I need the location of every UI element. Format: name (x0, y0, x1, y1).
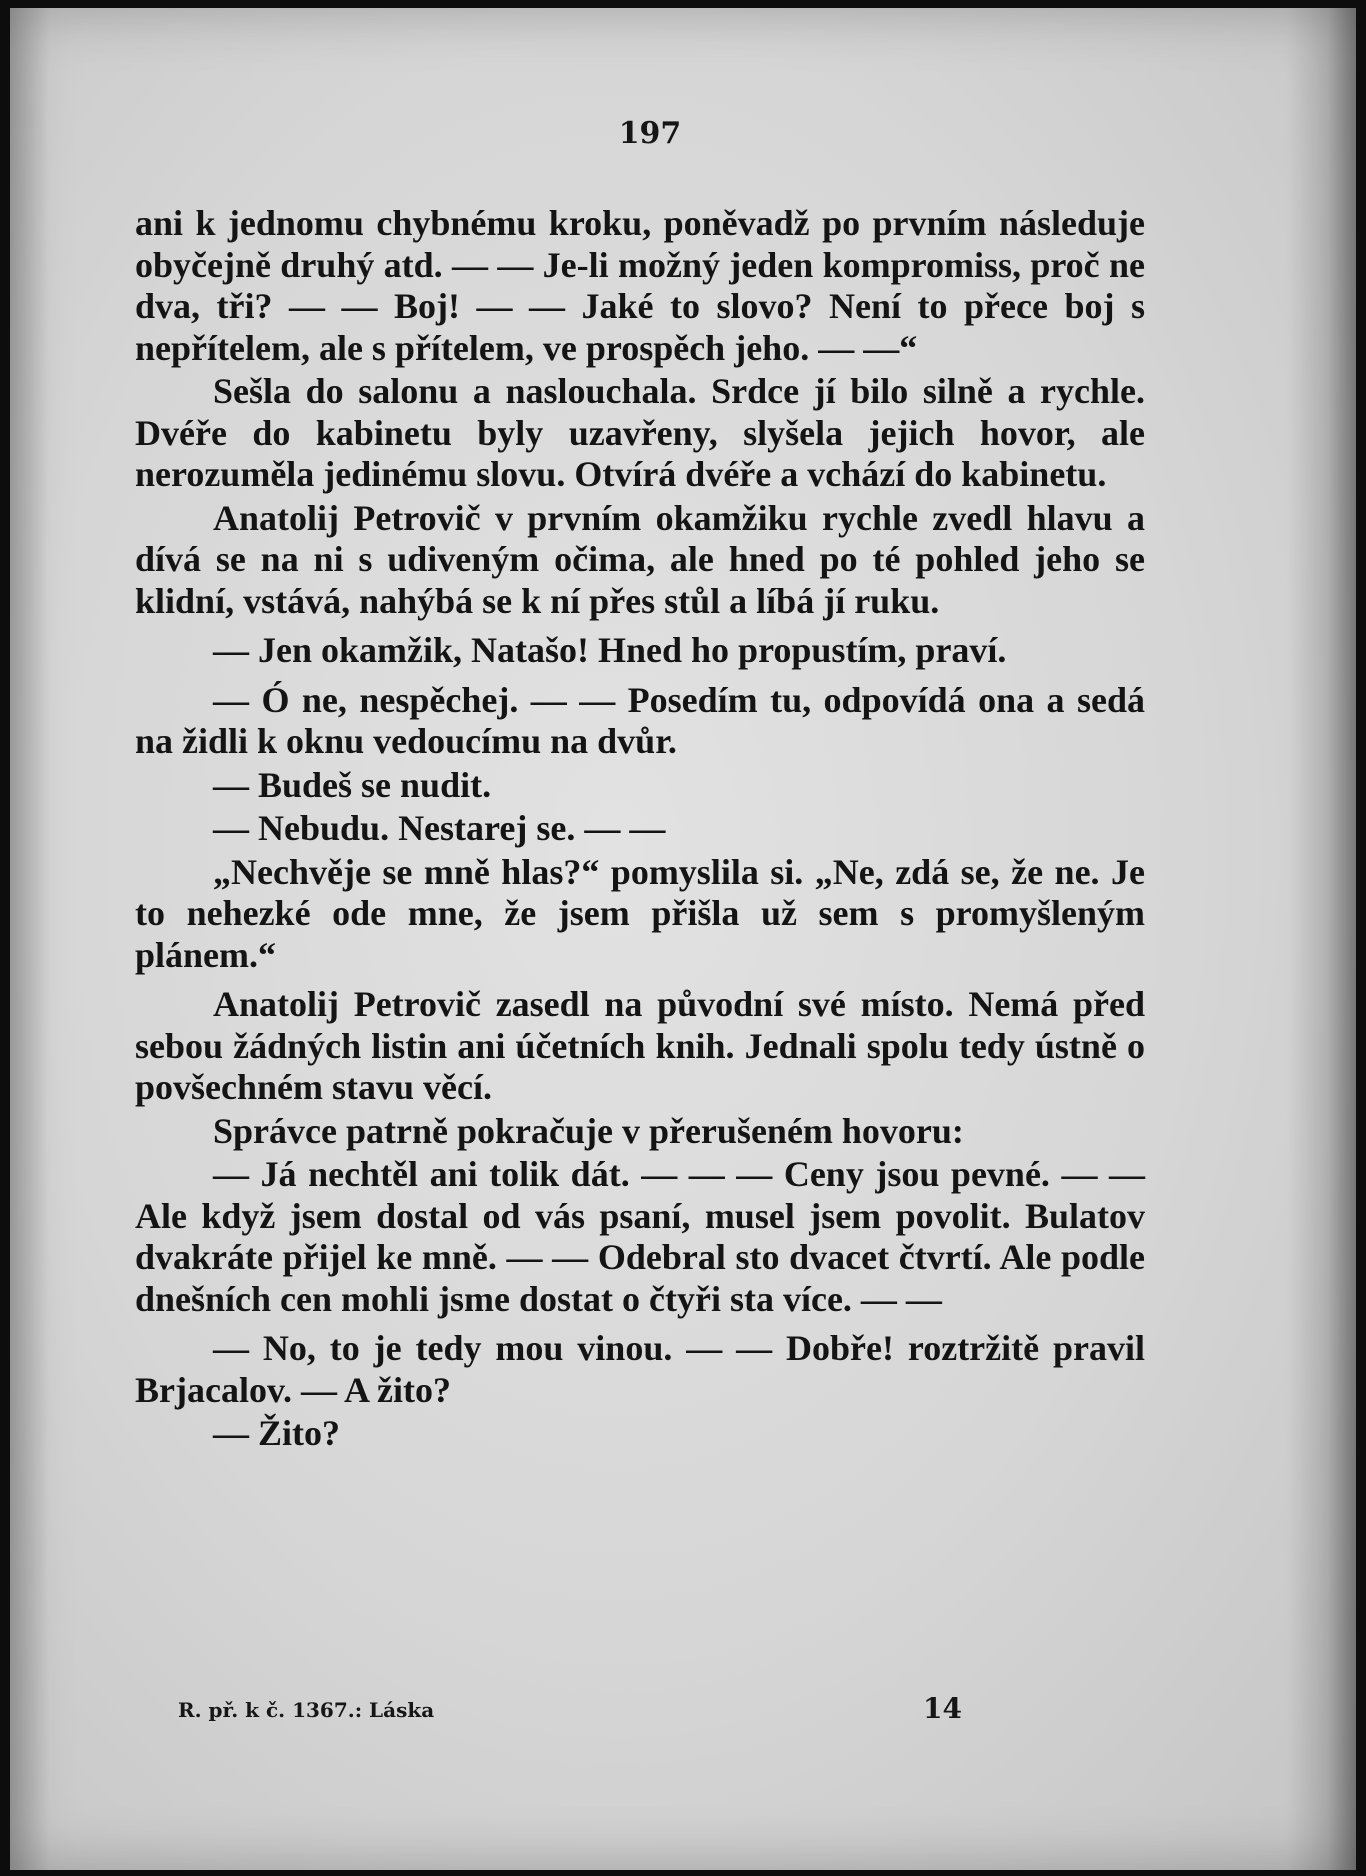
paragraph: Správce patrně pokračuje v přerušeném hovoru: (213, 1110, 964, 1151)
page-gutter-shadow (10, 8, 50, 1870)
sheet-number: 14 (923, 1692, 962, 1725)
paragraph: — No, to je tedy mou vinou. — — Dobře! roztržitě pravil Brjacalov. — A žito? (135, 1328, 1145, 1410)
paragraph: ani k jednomu chybnému kroku, poněvadž po prvním následuje obyčejně druhý atd. — — Je-li možný jeden kompromiss, proč ne dva, tři? — — Boj! — — Jaké to slovo? Není to přece boj s nepřítelem, ale s přítelem, ve prospěch jeho. — —“ (135, 203, 1145, 368)
paragraph: Anatolij Petrovič v prvním okamžiku rychle zvedl hlavu a dívá se na ni s udiveným očima, ale hned po té pohled jeho se klidní, vstává, nahýbá se k ní přes stůl a líbá jí ruku. (135, 497, 1145, 621)
paragraph: — Žito? (213, 1413, 341, 1453)
paragraph: — Jen okamžik, Natašo! Hned ho propustím, praví. (213, 630, 1007, 670)
book-page (10, 8, 1356, 1870)
printer-signature: R. př. k č. 1367.: Láska (178, 1698, 435, 1722)
paragraph: — Nebudu. Nestarej se. — — (213, 808, 666, 848)
paragraph: „Nechvěje se mně hlas?“ pomyslila si. „Ne, zdá se, že ne. Je to nehezké ode mne, že jsem přišla už sem s promyšleným plánem.“ (135, 851, 1145, 975)
paragraph: — Budeš se nudit. (213, 764, 492, 805)
page-edge-shadow (1286, 8, 1356, 1870)
paragraph: — Ó ne, nespěchej. — — Posedím tu, odpovídá ona a sedá na židli k oknu vedoucímu na dvůr. (135, 679, 1145, 761)
paragraph: — Já nechtěl ani tolik dát. — — — Ceny jsou pevné. — — Ale když jsem dostal od vás psaní, musel jsem povolit. Bulatov dvakráte přijel ke mně. — — Odebral sto dvacet čtvrtí. Ale podle dnešních cen mohli jsme dostat o čtyři sta více. — — (135, 1154, 1145, 1319)
body-text (135, 203, 1145, 1457)
paragraph: Anatolij Petrovič zasedl na původní své místo. Nemá před sebou žádných listin ani účetních knih. Jednali spolu tedy ústně o povšechném stavu věcí. (135, 984, 1145, 1107)
page-number: 197 (618, 116, 682, 151)
paragraph: Sešla do salonu a naslouchala. Srdce jí bilo silně a rychle. Dvéře do kabinetu byly uzavřeny, slyšela jejich hovor, ale nerozuměla jedinému slovu. Otvírá dvéře a vchází do kabinetu. (135, 371, 1145, 494)
